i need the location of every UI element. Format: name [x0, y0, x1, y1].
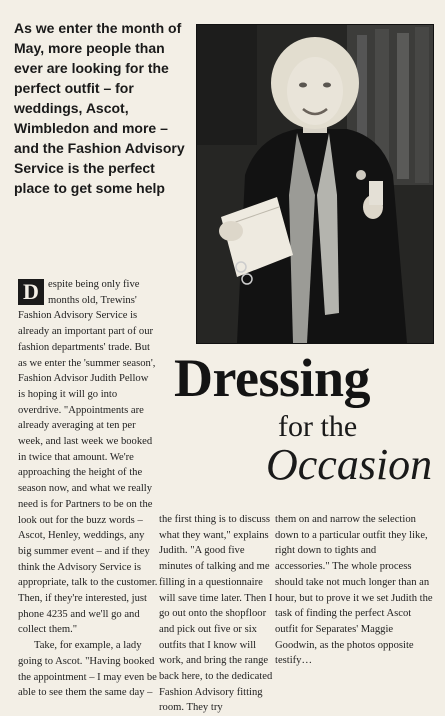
article-column-2: [159, 512, 273, 716]
headline-for-the: for the: [278, 410, 358, 443]
photo-illustration: [197, 25, 433, 343]
article-paragraph-1: [18, 277, 158, 638]
article-column-3-text: them on and narrow the selection down to a particular outfit they like, right down to tights and accessories." The whole process should take not much longer than an hour, but to prove it we set Judith the task of finding the perfect Ascot outfit for Separates' Maggie Goodwin, as the photos opposite testify…: [275, 514, 433, 667]
article-column-2-text: the first thing is to discuss what they want," explains Judith. "A good five minutes of talking and me filling in a questionnaire will save time later. Then I go out onto the shopfloor and pick out five or six outfits that I know will work, and bring the range back here, to the dedicated Fashion Advisory fitting room. They try: [159, 514, 273, 714]
article-column-3: [275, 512, 433, 669]
drop-cap: D: [18, 279, 44, 305]
article-paragraph-2: Take, for example, a lady going to Ascot. "Having booked the appointment – I may even be able to see them the same day –: [18, 640, 157, 699]
article-column-1: [18, 277, 158, 701]
paragraph-1-text: espite being only five months old, Trewins' Fashion Advisory Service is already an important part of our fashion departments' trade. But as we enter the 'summer season', Fashion Advisor Judith Pellow is hoping it will go into overdrive. "Appointments are already averaging at ten per week, and last week we booked in twice that amount. We're approaching the height of the season now, and what we really need is for Partners to be on the look out for the buzz words – Ascot, Henley, weddings, any big summer event – and if they think the Advisory Service is appropriate, talk to the customer. Then, if they're interested, just phone 4235 and we'll go and collect them.": [18, 279, 158, 636]
headline-dressing: Dressing: [174, 348, 371, 408]
photo-fashion-advisor: [196, 24, 434, 344]
intro-standfirst: As we enter the month of May, more people than ever are looking for the perfect outfit – for weddings, Ascot, Wimbledon and more – and the Fashion Advisory Service is the perfect place to get some help: [14, 20, 185, 196]
headline-occasion: Occasion: [266, 440, 433, 489]
